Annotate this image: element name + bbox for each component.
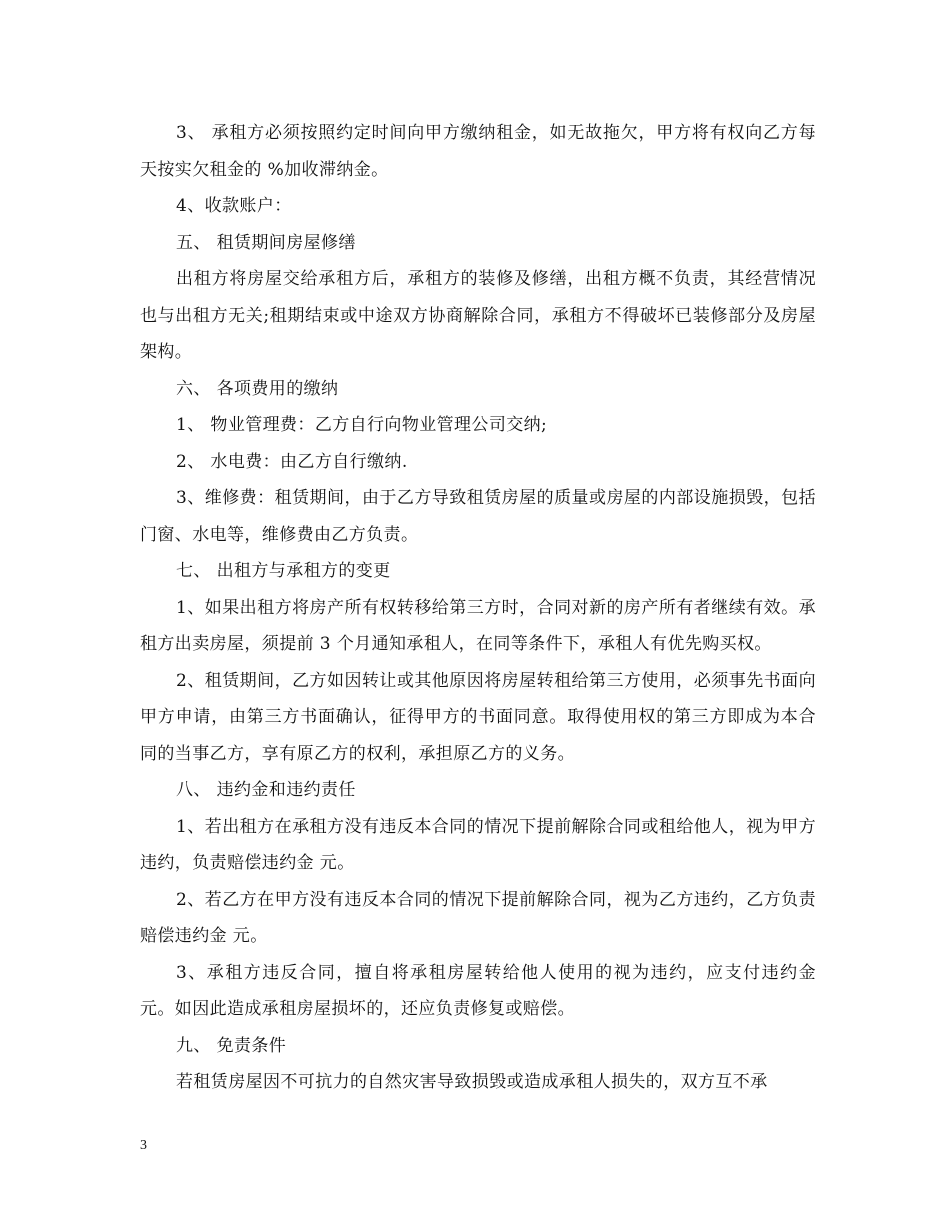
section-heading-exemption: 九、 免责条件 [176,1035,287,1056]
paragraph-utilities-fee: 2、 水电费：由乙方自行缴纳. [176,451,408,472]
section-heading-repairs: 五、 租赁期间房屋修缮 [176,232,356,253]
paragraph-sublease: 2、租赁期间，乙方如因转让或其他原因将房屋转租给第三方使用，必须事先书面向甲方申请，由第三方书面确认，征得甲方的书面同意。取得使用权的第三方即成为本合同的当事乙方，享有原乙方的权利，承担原乙方的义务。 [140,670,816,764]
paragraph-unauthorized-transfer: 3、承租方违反合同，擅自将承租房屋转给他人使用的视为违约，应支付违约金 元。如因此造成承租房屋损坏的，还应负责修复或赔偿。 [140,962,816,1019]
paragraph-payment-account: 4、收款账户： [176,196,292,216]
document-body [140,115,816,1101]
section-heading-fees: 六、 各项费用的缴纳 [176,378,339,399]
paragraph-lessor-breach: 1、若出租方在承租方没有违反本合同的情况下提前解除合同或租给他人，视为甲方违约，负责赔偿违约金 元。 [140,816,816,873]
paragraph-maintenance-fee: 3、维修费：租赁期间，由于乙方导致租赁房屋的质量或房屋的内部设施损毁，包括门窗、水电等，维修费由乙方负责。 [140,488,816,545]
paragraph-rent-payment-late-fee: 3、 承租方必须按照约定时间向甲方缴纳租金，如无故拖欠，甲方将有权向乙方每天按实欠租金的 %加收滞纳金。 [140,123,816,180]
section-heading-changes: 七、 出租方与承租方的变更 [176,561,391,581]
paragraph-ownership-transfer: 1、如果出租方将房产所有权转移给第三方时，合同对新的房产所有者继续有效。承租方出卖房屋，须提前 3 个月通知承租人，在同等条件下，承租人有优先购买权。 [140,597,816,654]
paragraph-repairs: 出租方将房屋交给承租方后，承租方的装修及修缮，出租方概不负责，其经营情况也与出租方无关;租期结束或中途双方协商解除合同，承租方不得破坏已装修部分及房屋架构。 [140,269,816,362]
paragraph-lessee-breach: 2、若乙方在甲方没有违反本合同的情况下提前解除合同，视为乙方违约，乙方负责赔偿违约金 元。 [140,889,816,946]
page-number: 3 [140,1138,147,1153]
paragraph-force-majeure: 若租赁房屋因不可抗力的自然灾害导致损毁或造成承租人损失的，双方互不承 [176,1072,768,1092]
section-heading-penalty: 八、 违约金和违约责任 [176,780,356,800]
paragraph-property-fee: 1、 物业管理费：乙方自行向物业管理公司交纳; [176,415,548,435]
